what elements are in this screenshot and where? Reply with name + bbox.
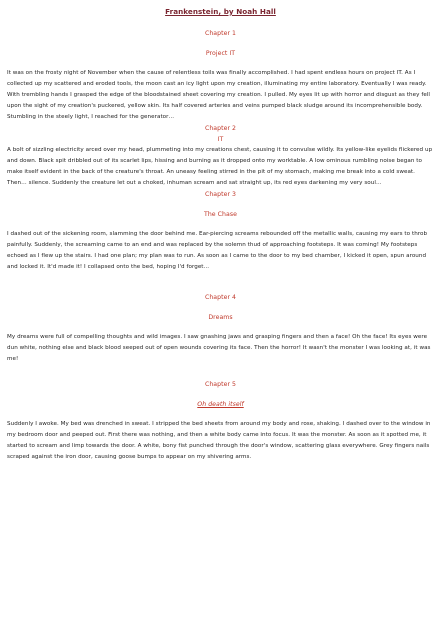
- chapter-5-heading: Chapter 5: [204, 381, 237, 388]
- chapter-3-paragraph-1: I dashed out of the sickening room, slamming the door behind me. Ear-piercing screams rebounded off the metallic walls, causing my ears to throb painfully. Suddenly, the screaming came to an end and was replaced by the solemn thud of approaching footsteps. It was coming! My footsteps echoed as I flew up the stairs. I had one plan; my plan was to run. As soon as I came to the door to my bed chamber, I kicked it open, spun around and locked it. It'd made it! I collapsed onto the bed, hoping I'd forget…: [7, 231, 428, 270]
- chapter-3-heading: Chapter 3: [204, 191, 237, 198]
- chapter-5-paragraph-1: Suddenly I awoke. My bed was drenched in sweat. I stripped the bed sheets from around my body and rose, shaking. I dashed over to the window in my bedroom door and peeped out. First there was nothing, and then a white body came into focus. It was the monster. As soon as it spotted me, it started to scream and limp towards the door. A white, bony fist punched through the door's window, scattering glass everywhere. Grey fingers nails scraped against the iron door, causing goose bumps to appear on my shivering arms.: [7, 421, 431, 460]
- chapter-1-paragraph-2: A bolt of sizzling electricity arced over my head, plummeting into my creations chest, causing it to convulse wildly. Its yellow-like eyelids flickered up and down. Black spit dribbled out of its scarlet lips, hissing and burning as it dropped onto my worktable. A low ominous rumbling noise began to make itself evident in the back of the creature's throat. An uneasy feeling stirred in the pit of my stomach, making me break into a cold sweat. Then… silence. Suddenly the creature let out a choked, inhuman scream and sat straight up, its red eyes darkening my very soul…: [7, 147, 433, 186]
- chapter-1-inline-label: IT: [217, 136, 224, 143]
- chapter-1-section-heading: Chapter 2: [204, 125, 237, 132]
- chapter-1-subtitle: Project IT: [205, 50, 236, 57]
- chapter-5-subtitle: Oh death itself: [197, 401, 244, 408]
- chapter-1-heading: Chapter 1: [204, 30, 237, 37]
- chapter-3-subtitle: The Chase: [204, 211, 237, 218]
- chapter-1-paragraph-1: It was on the frosty night of November when the cause of relentless toils was finally accomplished. I had spent endless hours on project IT. As I collected up my scattered and eroded tools, the moon cast an icy light upon my creation, illuminating my entire laboratory. Eventually I was ready. With trembling hands I grasped the edge of the bloodstained sheet covering my creation. I pulled. My eyes lit up with horror and disgust as they fell upon the sight of my creation's puckered, yellow skin. Its half covered arteries and veins pumped black sludge around its incomprehensible body. Stumbling in the steely light, I reached for the generator…: [7, 70, 431, 120]
- chapter-4-subtitle: Dreams: [208, 314, 233, 321]
- chapter-4-paragraph-1: My dreams were full of compelling thoughts and wild images. I saw gnashing jaws and grasping fingers and then a face! Oh the face! Its eyes were dun white, nothing else and black blood seeped out of open wounds covering its face. Then the horror! It wasn't the monster I was looking at, it was me!: [7, 334, 431, 362]
- document-title: Frankenstein, by Noah Hall: [165, 7, 276, 16]
- chapter-4-heading: Chapter 4: [204, 294, 237, 301]
